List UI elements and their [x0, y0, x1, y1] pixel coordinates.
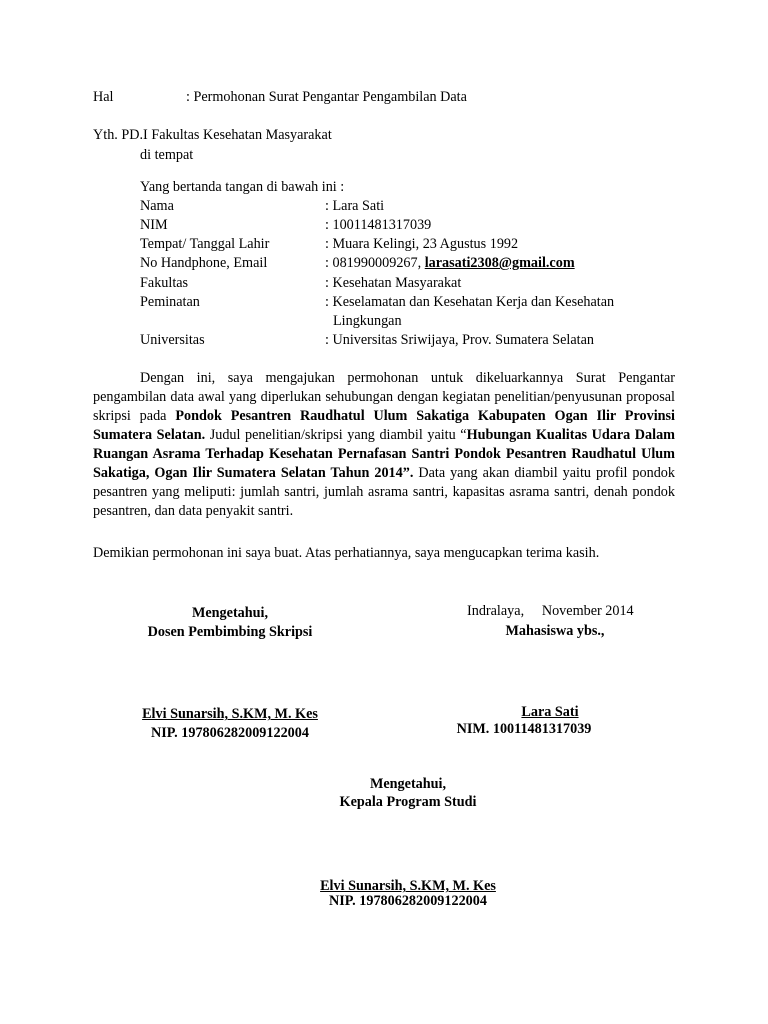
value-fakultas: : Kesehatan Masyarakat: [325, 275, 462, 291]
value-nim: : 10011481317039: [325, 217, 432, 233]
body-paragraph: [93, 369, 675, 521]
closing-text: Demikian permohonan ini saya buat. Atas perhatiannya, saya mengucapkan terima kasih.: [93, 545, 600, 561]
label-nim: NIM: [140, 217, 168, 233]
intro-text: Yang bertanda tangan di bawah ini :: [140, 179, 345, 195]
value-ttl: : Muara Kelingi, 23 Agustus 1992: [325, 236, 519, 252]
bottom-sign-nip: NIP. 197806282009122004: [329, 893, 487, 909]
body-title: Hubungan Kualitas Udara Dalam Ruangan Asrama Terhadap Kesehatan Pernafasan Santri Pondok Pesantren Raudhatul Ulum Sakatiga, Ogan Ilir Sumatera Selatan Tahun 2014”.: [93, 427, 675, 481]
left-sign-nip: NIP. 197806282009122004: [151, 725, 309, 741]
label-nama: Nama: [140, 198, 174, 214]
place-date: Indralaya, November 2014: [467, 603, 634, 619]
value-phone: [325, 254, 575, 273]
left-sign-title2: Dosen Pembimbing Skripsi: [147, 624, 313, 640]
bottom-sign-title1: Mengetahui,: [369, 776, 447, 792]
body-location: Pondok Pesantren Raudhatul Ulum Sakatiga Kabupaten Ogan Ilir Provinsi Sumatera Selatan.: [93, 408, 675, 443]
value-peminatan-cont: Lingkungan: [333, 313, 402, 329]
left-sign-name-wrap: [120, 705, 340, 724]
body-text-3: Data yang akan diambil yaitu profil pondok pesantren yang meliputi: jumlah santri, jumlah asrama santri, kapasitas asrama santri, denah pondok pesantren, dan data penyakit santri.: [93, 465, 675, 519]
label-fakultas: Fakultas: [140, 275, 189, 291]
hal-value: : Permohonan Surat Pengantar Pengambilan Data: [186, 89, 467, 105]
label-phone: No Handphone, Email: [140, 255, 268, 271]
body-text-1: Dengan ini, saya mengajukan permohonan untuk dikeluarkannya Surat Pengantar pengambilan data awal yang diperlukan sehubungan dengan kegiatan penelitian/penyusunan proposal skripsi pada: [93, 370, 675, 424]
label-peminatan: Peminatan: [140, 294, 200, 310]
label-ttl: Tempat/ Tanggal Lahir: [140, 236, 270, 252]
left-sign-title1: Mengetahui,: [191, 605, 269, 621]
bottom-sign-name: Elvi Sunarsih, S.KM, M. Kes: [320, 878, 496, 894]
body-text-2: Judul penelitian/skripsi yang diambil yaitu “: [205, 427, 467, 443]
right-sign-nim: NIM. 10011481317039: [456, 721, 592, 737]
value-peminatan: : Keselamatan dan Kesehatan Kerja dan Kesehatan: [325, 294, 615, 310]
value-universitas: : Universitas Sriwijaya, Prov. Sumatera Selatan: [325, 332, 594, 348]
email-link[interactable]: larasati2308@gmail.com: [424, 255, 575, 271]
phone-number: : 081990009267,: [325, 255, 425, 271]
hal-label: Hal: [93, 89, 114, 105]
value-nama: : Lara Sati: [325, 198, 385, 214]
label-universitas: Universitas: [140, 332, 205, 348]
right-sign-name: Lara Sati: [521, 704, 579, 720]
bottom-sign-title2: Kepala Program Studi: [339, 794, 477, 810]
left-sign-name: Elvi Sunarsih, S.KM, M. Kes: [142, 706, 318, 722]
recipient-line2: di tempat: [140, 147, 194, 163]
recipient-line1: Yth. PD.I Fakultas Kesehatan Masyarakat: [93, 127, 332, 143]
right-sign-title: Mahasiswa ybs.,: [505, 623, 605, 639]
